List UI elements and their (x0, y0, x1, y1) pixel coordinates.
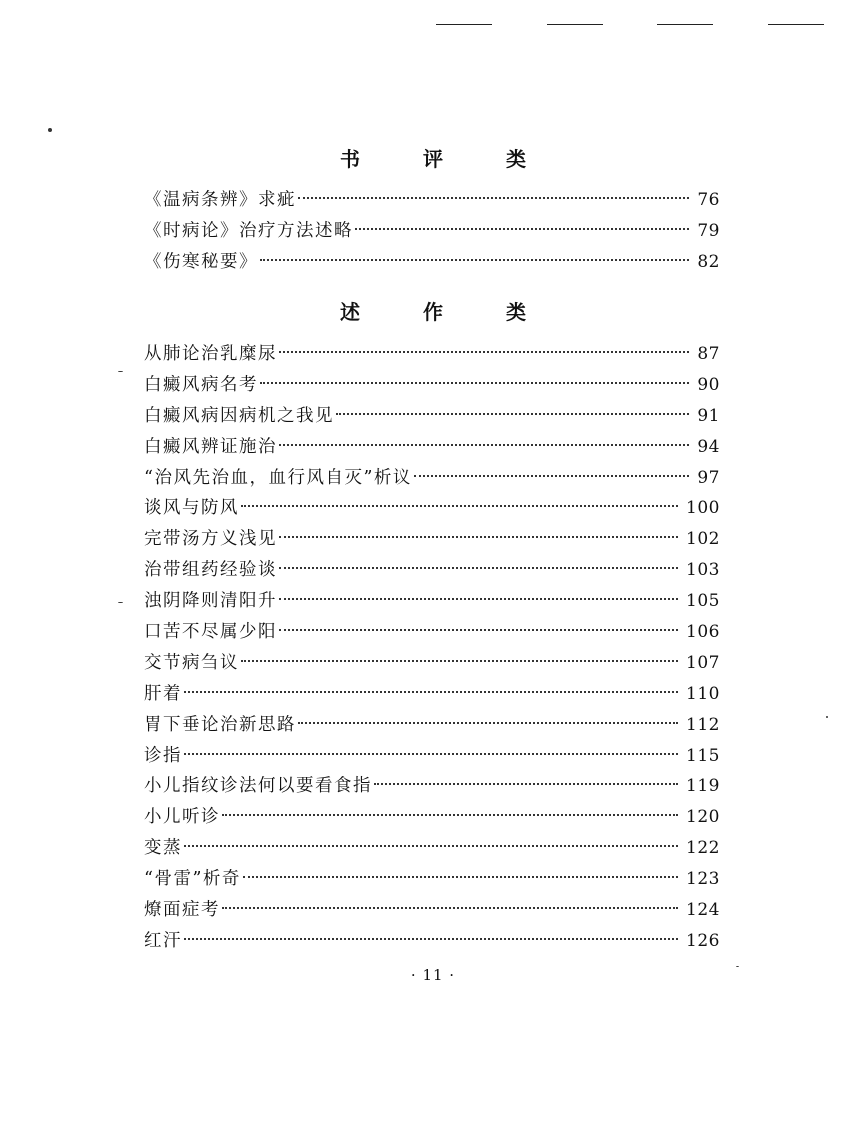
toc-entry-title: 治带组药经验谈 (144, 560, 277, 581)
toc-entry-page: 102 (686, 529, 720, 550)
scan-speck (118, 602, 123, 603)
toc-entry-title: 从肺论治乳糜尿 (144, 344, 277, 364)
dot-leader (279, 598, 678, 600)
toc-entry-page: 82 (697, 251, 720, 272)
toc-entry[interactable] (144, 494, 720, 525)
toc-entry-page: 90 (697, 374, 720, 395)
scan-speck (118, 371, 123, 372)
toc-entry-page: 97 (697, 467, 720, 488)
toc-entry[interactable] (144, 587, 720, 618)
toc-entry-page: 87 (697, 344, 720, 364)
dot-leader (241, 505, 678, 507)
toc-entry-title: 谈风与防风 (144, 498, 239, 519)
toc-entry-title: 交节病刍议 (144, 652, 239, 673)
toc-entry[interactable] (144, 525, 720, 556)
toc-entry-page: 76 (697, 190, 720, 210)
toc-entry-title: 白癜风病因病机之我见 (144, 405, 334, 426)
toc-entry-title: 口苦不尽属少阳 (144, 622, 277, 643)
dot-leader (355, 228, 689, 230)
header-rule (657, 24, 713, 25)
toc-entry-title: 红汗 (144, 930, 182, 951)
dot-leader (184, 691, 678, 693)
toc-entry-title: 胃下垂论治新思路 (144, 714, 296, 735)
toc-entry[interactable] (144, 896, 720, 927)
toc-entry[interactable] (144, 865, 720, 896)
toc-entry[interactable] (144, 927, 720, 958)
toc-entry[interactable] (144, 464, 720, 495)
dot-leader (279, 567, 678, 569)
toc-entry-title: 完带汤方义浅见 (144, 529, 277, 550)
toc-entry-page: 106 (686, 622, 720, 643)
toc-entry[interactable] (144, 556, 720, 587)
dot-leader (279, 536, 678, 538)
header-rule (547, 24, 603, 25)
dot-leader (241, 660, 678, 662)
dot-leader (414, 475, 689, 477)
dot-leader (243, 876, 678, 878)
toc-entry[interactable] (144, 711, 720, 742)
toc-entry-page: 126 (686, 930, 720, 951)
toc-entry[interactable] (144, 772, 720, 803)
toc-entry-title: 《温病条辨》求疵 (144, 190, 296, 210)
toc-entry-title: 诊指 (144, 745, 182, 766)
dot-leader (222, 814, 678, 816)
toc-entry-title: 白癜风辨证施治 (144, 436, 277, 457)
scan-speck (48, 128, 52, 132)
toc-entry[interactable] (144, 433, 720, 464)
toc-entry-page: 94 (697, 436, 720, 457)
toc-entry-title: 小儿指纹诊法何以要看食指 (144, 776, 372, 797)
toc-entry-title: “骨雷”析奇 (144, 869, 241, 890)
scan-speck (826, 716, 828, 718)
toc-entry-title: 小儿听诊 (144, 807, 220, 828)
dot-leader (279, 351, 689, 353)
toc-entry-page: 100 (686, 498, 720, 519)
toc-entry[interactable] (144, 618, 720, 649)
toc-entry[interactable] (144, 803, 720, 834)
dot-leader (279, 629, 678, 631)
toc-entry-title: 变蒸 (144, 838, 182, 859)
toc-entry[interactable] (144, 649, 720, 680)
toc-entry-page: 122 (686, 838, 720, 859)
header-rule (768, 24, 824, 25)
page-number: · 11 · (410, 966, 456, 984)
toc-entry-page: 112 (686, 714, 720, 735)
toc-entry-page: 123 (686, 869, 720, 890)
toc-entry[interactable] (144, 340, 720, 371)
section-title-writings: 述 作 类 (340, 300, 554, 324)
toc-entry-title: 燎面症考 (144, 900, 220, 921)
toc-entry[interactable] (144, 186, 720, 217)
toc-entry-page: 110 (686, 683, 720, 704)
toc-entry-title: 《时病论》治疗方法述略 (144, 220, 353, 241)
toc-entry-page: 105 (686, 591, 720, 612)
dot-leader (298, 722, 678, 724)
toc-entry-page: 115 (686, 745, 720, 766)
dot-leader (279, 444, 689, 446)
toc-entry-title: 《伤寒秘要》 (144, 251, 258, 272)
toc-entry-page: 107 (686, 652, 720, 673)
toc-entry-title: 白癜风病名考 (144, 374, 258, 395)
toc-entry-page: 119 (686, 776, 720, 797)
toc-entry[interactable] (144, 680, 720, 711)
dot-leader (374, 783, 678, 785)
toc-entry-page: 91 (697, 405, 720, 426)
toc-list-writings (144, 340, 720, 958)
toc-entry[interactable] (144, 402, 720, 433)
toc-entry-page: 103 (686, 560, 720, 581)
dot-leader (222, 907, 678, 909)
header-rule (436, 24, 492, 25)
toc-entry[interactable] (144, 248, 720, 279)
toc-entry-title: “治风先治血，血行风自灭”析议 (144, 467, 412, 488)
toc-entry[interactable] (144, 371, 720, 402)
dot-leader (298, 197, 689, 199)
toc-entry-title: 浊阴降则清阳升 (144, 591, 277, 612)
dot-leader (260, 259, 689, 261)
toc-entry-page: 79 (697, 220, 720, 241)
dot-leader (184, 753, 678, 755)
toc-entry-page: 124 (686, 900, 720, 921)
dot-leader (184, 845, 678, 847)
dot-leader (184, 938, 678, 940)
toc-list-book-review (144, 186, 720, 279)
toc-entry-page: 120 (686, 807, 720, 828)
toc-entry-title: 肝着 (144, 683, 182, 704)
section-title-book-review: 书 评 类 (340, 147, 554, 171)
toc-entry[interactable] (144, 742, 720, 773)
dot-leader (260, 382, 689, 384)
dot-leader (336, 413, 689, 415)
toc-entry[interactable] (144, 217, 720, 248)
toc-entry[interactable] (144, 834, 720, 865)
